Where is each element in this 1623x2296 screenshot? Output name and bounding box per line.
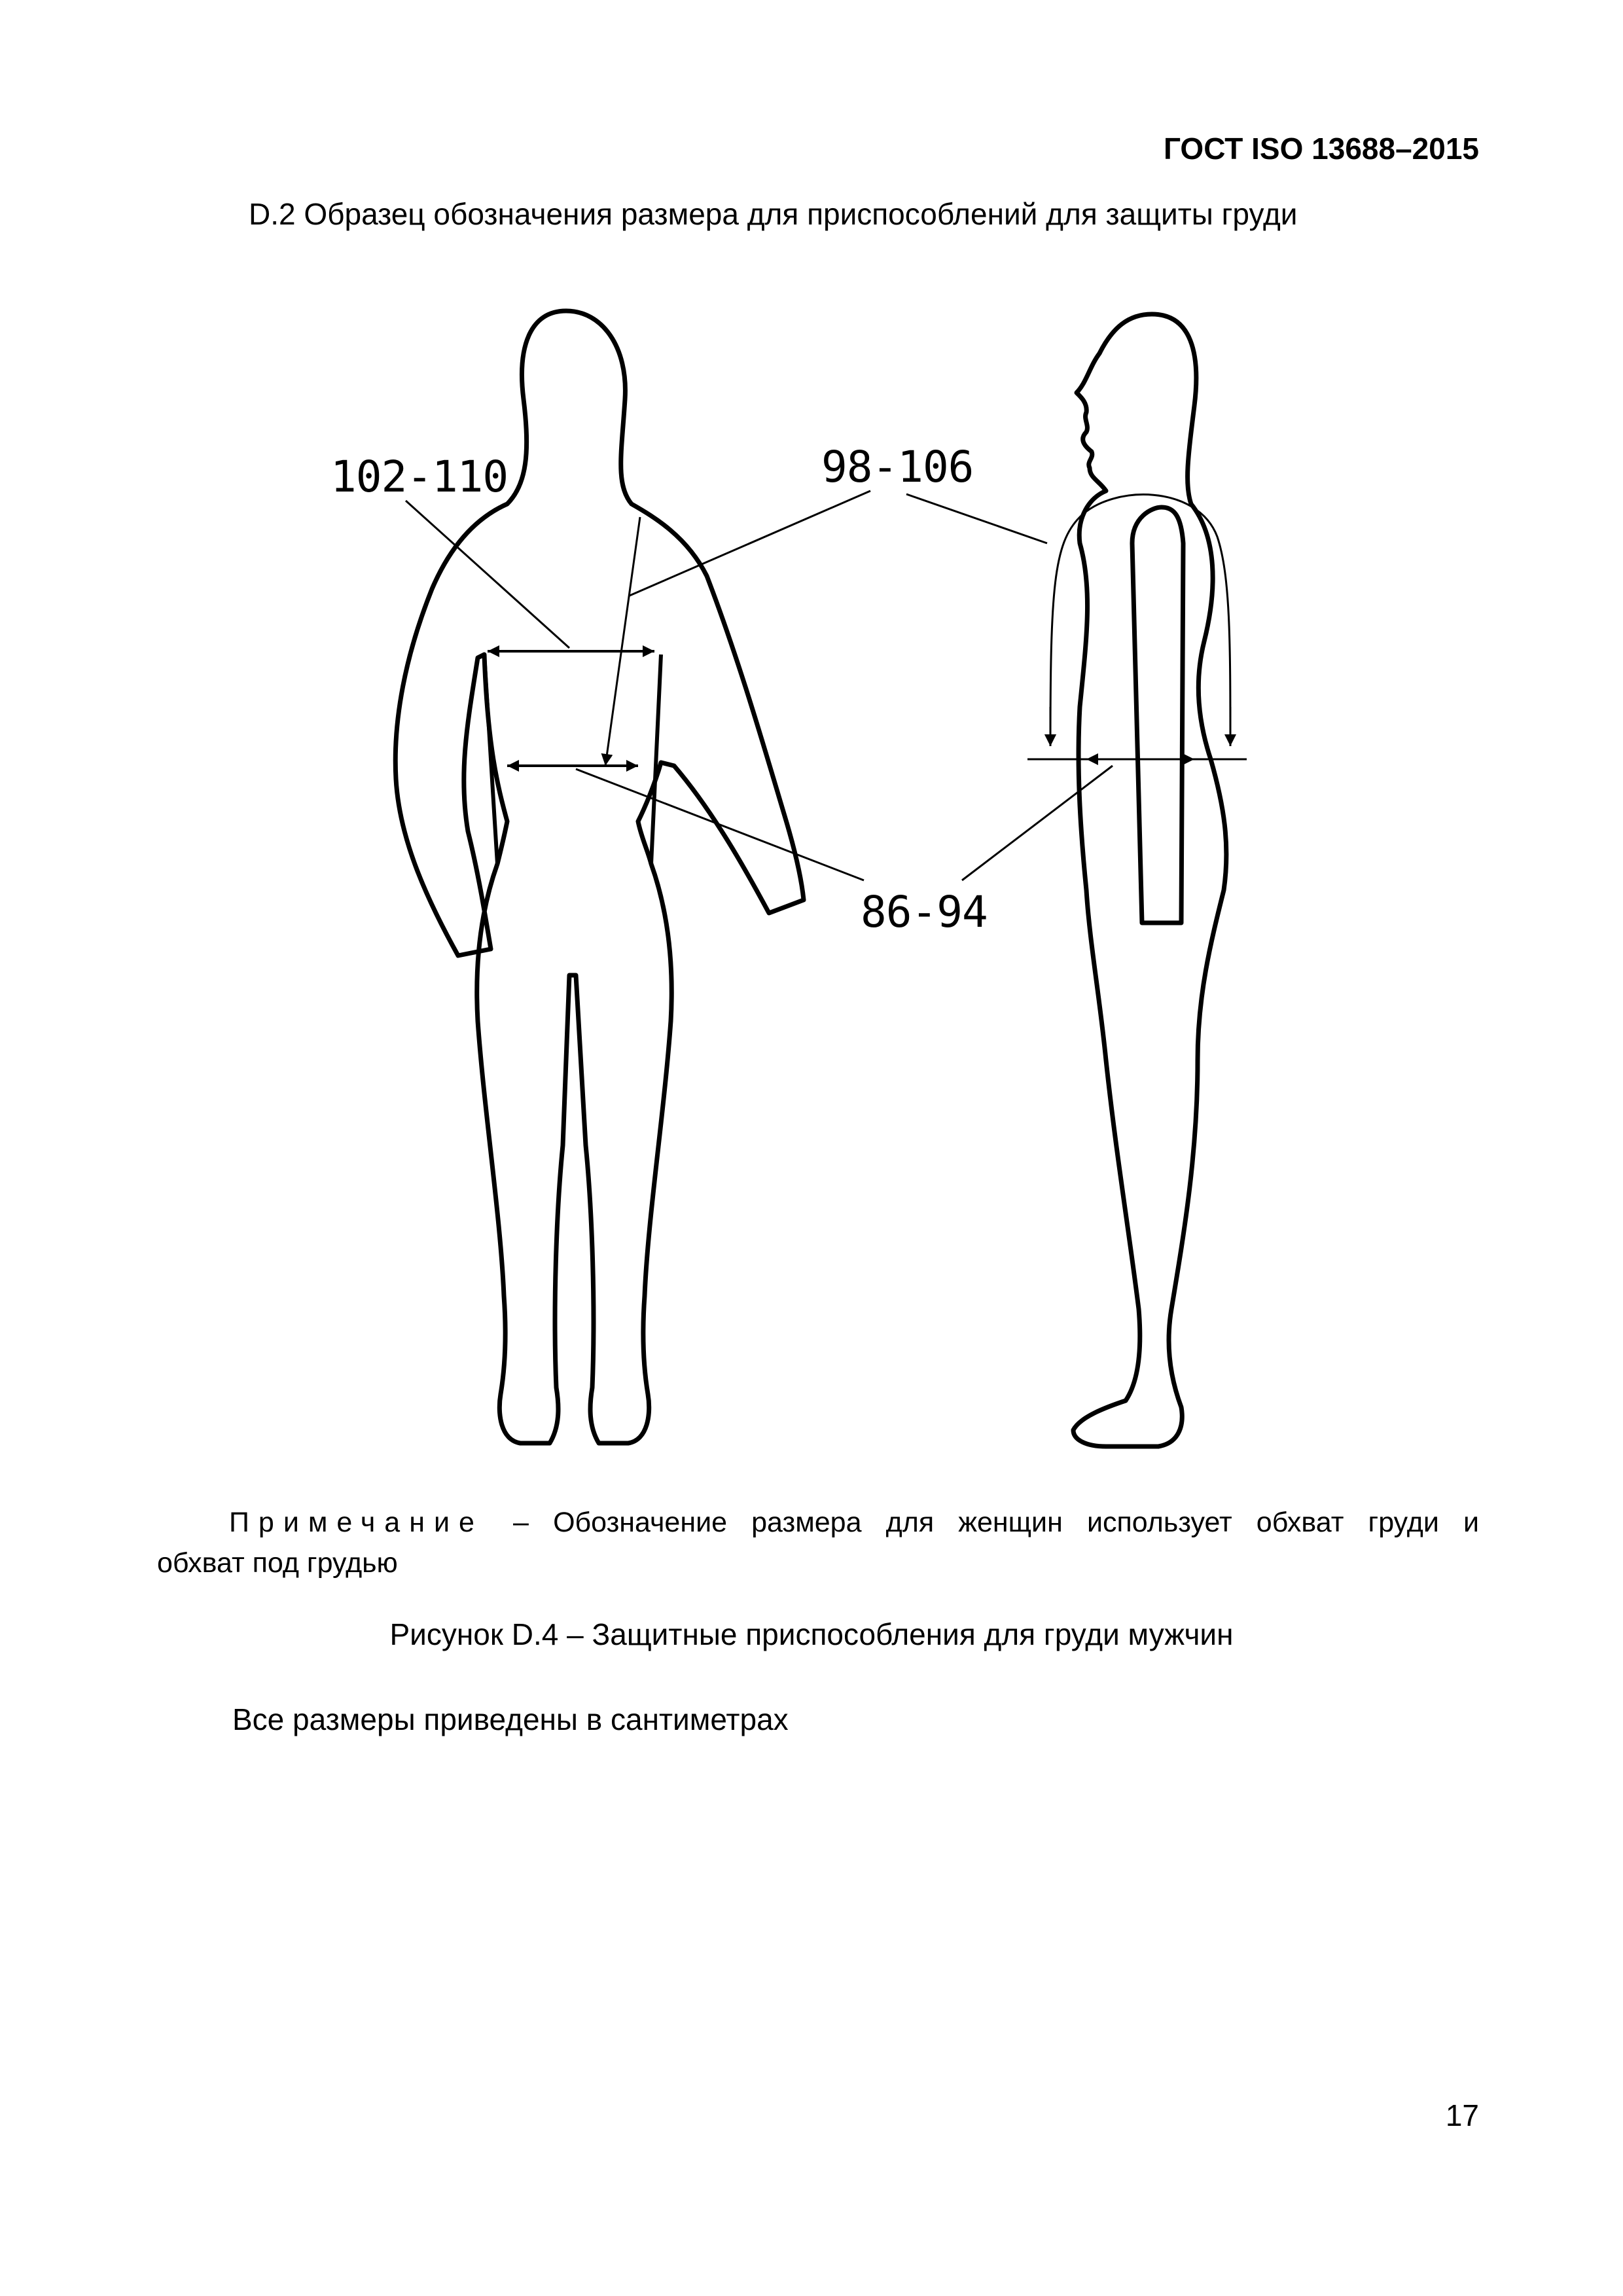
section-title: D.2 Образец обозначения размера для приспособлений для защиты груди xyxy=(249,197,1298,231)
note-line-2: обхват под грудью xyxy=(157,1547,398,1579)
standard-code: ГОСТ ISO 13688–2015 xyxy=(1163,132,1479,166)
leader-arm-span-front xyxy=(630,491,870,596)
leader-underbust-profile xyxy=(962,766,1113,880)
figure-note xyxy=(157,1502,1479,1583)
front-right-arm-inner xyxy=(651,655,661,864)
note-prefix: Примечание xyxy=(229,1507,484,1538)
dimensions-note: Все размеры приведены в сантиметрах xyxy=(232,1702,789,1736)
profile-figure-outline xyxy=(1073,314,1226,1446)
profile-arm-outline xyxy=(1132,507,1183,923)
front-vertical-measure xyxy=(605,517,640,766)
underbust-label: 86-94 xyxy=(861,887,988,937)
leader-chest-girth xyxy=(406,501,569,648)
note-text-1: – Обозначение размера для женщин использует обхват груди и xyxy=(513,1507,1480,1538)
leader-arm-span-profile xyxy=(906,494,1047,543)
page-number: 17 xyxy=(1445,2098,1479,2132)
arm-span-label: 98-106 xyxy=(821,442,974,492)
chest-girth-label: 102-110 xyxy=(330,452,508,502)
note-line-1 xyxy=(157,1502,1479,1543)
figure-caption: Рисунок D.4 – Защитные приспособления для груди мужчин xyxy=(389,1617,1234,1651)
leader-underbust-front xyxy=(576,769,864,880)
